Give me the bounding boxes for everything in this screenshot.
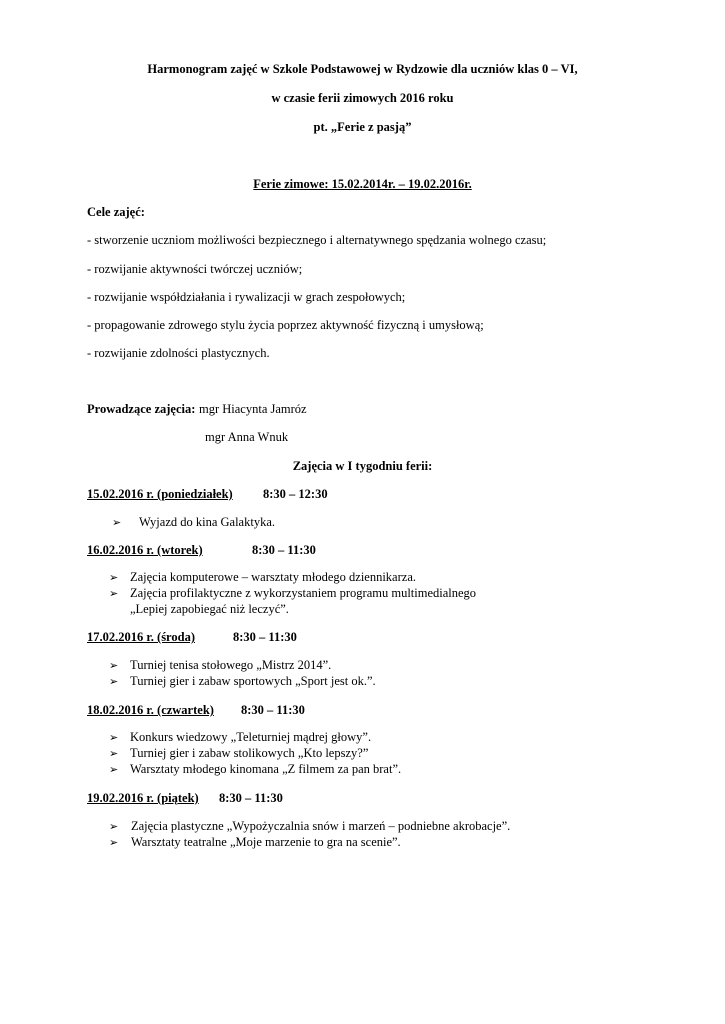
day-time: 8:30 – 11:30 [252, 543, 316, 557]
header-line-2: w czasie ferii zimowych 2016 roku [271, 91, 454, 105]
day-date: 19.02.2016 r. (piątek) [87, 791, 199, 805]
day-time: 8:30 – 11:30 [241, 703, 305, 717]
goal-item: - rozwijanie aktywności twórczej uczniów; [87, 262, 303, 276]
arrow-bullet-icon: ➢ [109, 659, 119, 672]
arrow-bullet-icon: ➢ [109, 675, 119, 688]
leaders-label: Prowadzące zajęcia: [87, 402, 196, 416]
goal-item: - rozwijanie współdziałania i rywalizacji w grach zespołowych; [87, 290, 406, 304]
day-item: Turniej gier i zabaw sportowych „Sport jest ok.”. [130, 674, 376, 688]
day-item-continued: „Lepiej zapobiegać niż leczyć”. [130, 602, 289, 616]
day-date: 16.02.2016 r. (wtorek) [87, 543, 203, 557]
arrow-bullet-icon: ➢ [109, 747, 119, 760]
leader-name: mgr Anna Wnuk [205, 430, 289, 444]
leader-name: mgr Hiacynta Jamróz [199, 402, 307, 416]
day-item: Turniej tenisa stołowego „Mistrz 2014”. [130, 658, 332, 672]
day-date: 15.02.2016 r. (poniedziałek) [87, 487, 233, 501]
goal-item: - rozwijanie zdolności plastycznych. [87, 346, 270, 360]
dates-line: Ferie zimowe: 15.02.2014r. – 19.02.2016r. [253, 177, 472, 191]
arrow-bullet-icon: ➢ [109, 763, 119, 776]
day-item: Warsztaty teatralne „Moje marzenie to gra na scenie”. [131, 835, 401, 849]
day-item: Wyjazd do kina Galaktyka. [139, 515, 276, 529]
day-item: Zajęcia profilaktyczne z wykorzystaniem programu multimedialnego [130, 586, 477, 600]
header-line-1: Harmonogram zajęć w Szkole Podstawowej w Rydzowie dla uczniów klas 0 – VI, [147, 62, 578, 76]
arrow-bullet-icon: ➢ [109, 731, 119, 744]
day-time: 8:30 – 11:30 [233, 630, 297, 644]
day-time: 8:30 – 11:30 [219, 791, 283, 805]
day-item: Turniej gier i zabaw stolikowych „Kto lepszy?” [130, 746, 369, 760]
day-time: 8:30 – 12:30 [263, 487, 328, 501]
arrow-bullet-icon: ➢ [109, 571, 119, 584]
day-item: Zajęcia plastyczne „Wypożyczalnia snów i marzeń – podniebne akrobacje”. [131, 819, 511, 833]
goal-item: - stworzenie uczniom możliwości bezpiecznego i alternatywnego spędzania wolnego czasu; [87, 233, 547, 247]
day-date: 17.02.2016 r. (środa) [87, 630, 195, 644]
goals-heading: Cele zajęć: [87, 205, 145, 219]
arrow-bullet-icon: ➢ [112, 516, 122, 529]
week-heading: Zajęcia w I tygodniu ferii: [292, 459, 433, 473]
day-item: Warsztaty młodego kinomana „Z filmem za pan brat”. [130, 762, 402, 776]
header-line-3: pt. „Ferie z pasją” [313, 120, 412, 134]
arrow-bullet-icon: ➢ [109, 587, 119, 600]
goal-item: - propagowanie zdrowego stylu życia poprzez aktywność fizyczną i umysłową; [87, 318, 484, 332]
day-date: 18.02.2016 r. (czwartek) [87, 703, 214, 717]
day-item: Konkurs wiedzowy „Teleturniej mądrej głowy”. [130, 730, 372, 744]
arrow-bullet-icon: ➢ [109, 836, 119, 849]
day-item: Zajęcia komputerowe – warsztaty młodego dziennikarza. [130, 570, 416, 584]
arrow-bullet-icon: ➢ [109, 820, 119, 833]
